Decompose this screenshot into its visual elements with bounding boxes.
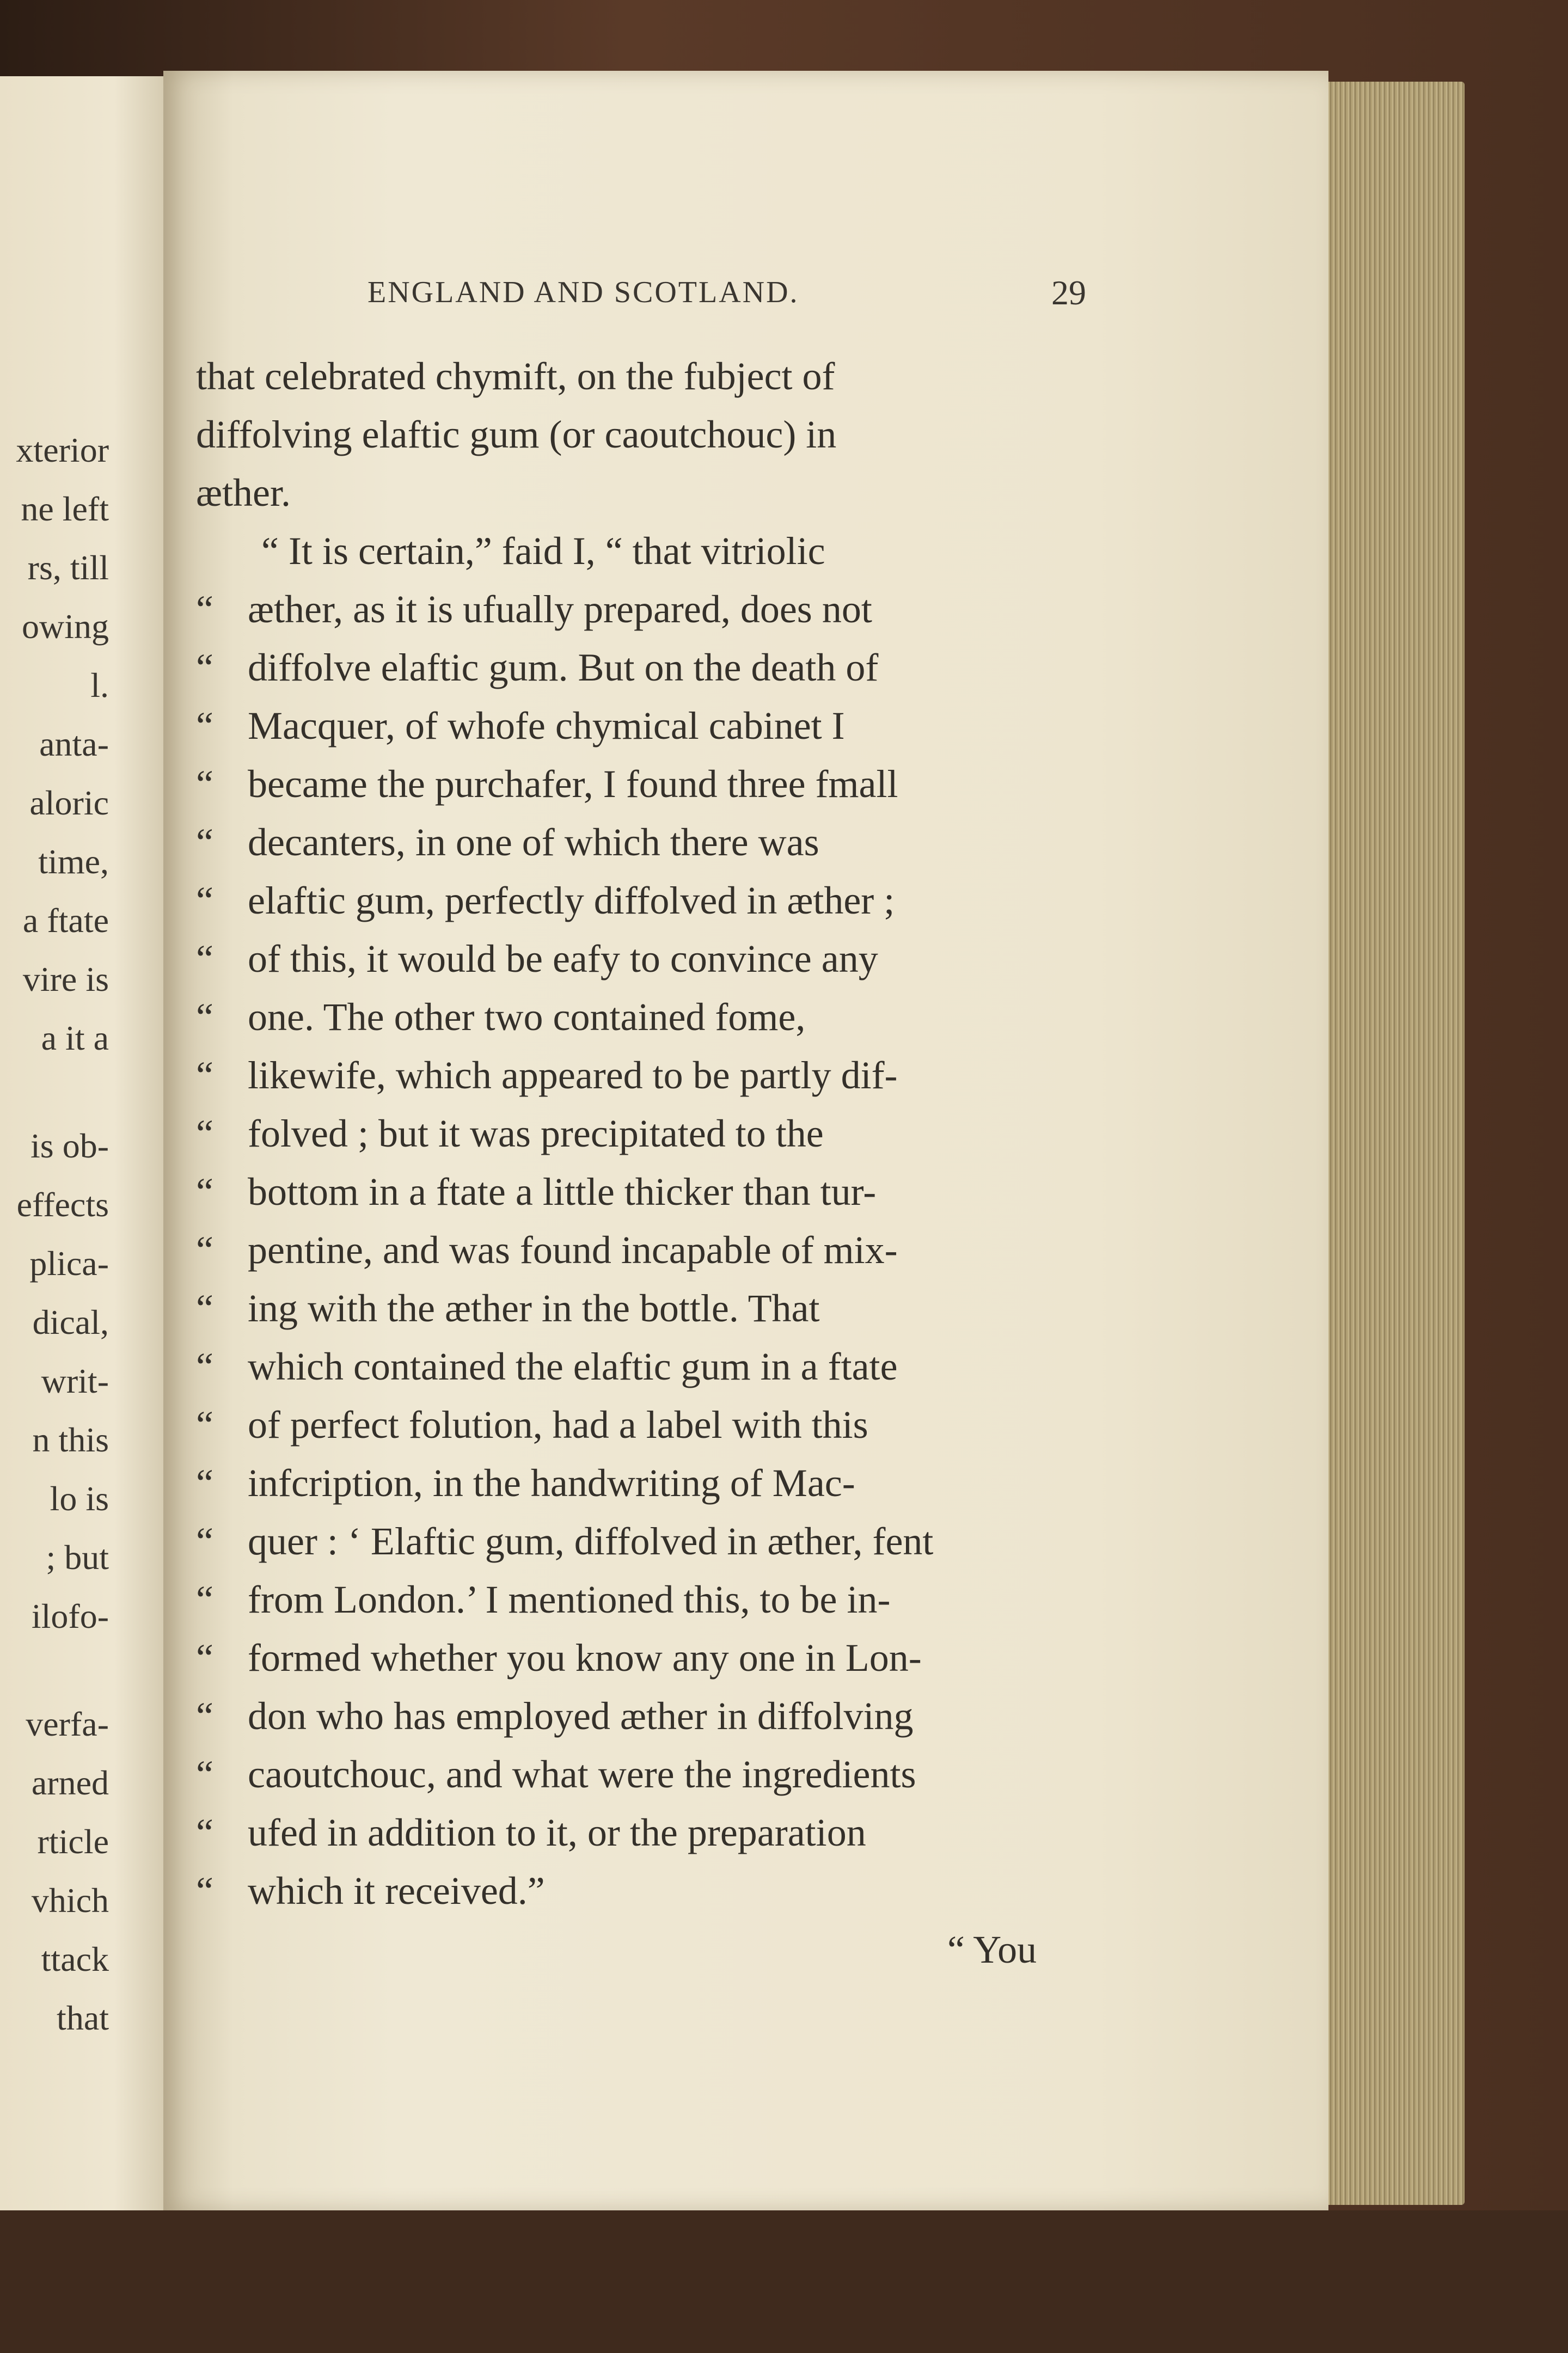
line-text: elaftic gum, perfectly diffolved in æther ; bbox=[248, 879, 895, 922]
line-text: Macquer, of whofe chymical cabinet I bbox=[248, 704, 845, 747]
line-text: caoutchouc, and what were the ingredients bbox=[248, 1753, 916, 1796]
quote-mark: “ bbox=[196, 1286, 213, 1330]
page-number: 29 bbox=[1051, 273, 1086, 312]
left-page-fragment: that bbox=[57, 1999, 109, 2037]
text-line bbox=[196, 1461, 1078, 1515]
cover-bottom-edge bbox=[0, 2210, 1568, 2353]
left-page-fragment: a ftate bbox=[22, 901, 109, 940]
left-page-fragment: aloric bbox=[29, 783, 109, 822]
left-page-fragment: vire is bbox=[22, 960, 109, 998]
text-line bbox=[196, 1344, 1078, 1399]
quote-mark: “ bbox=[196, 820, 213, 864]
line-text: pentine, and was found incapable of mix- bbox=[248, 1228, 898, 1272]
line-text: bottom in a ftate a little thicker than tur- bbox=[248, 1170, 877, 1214]
text-line bbox=[196, 1577, 1078, 1632]
quote-mark: “ bbox=[196, 1112, 213, 1155]
quote-mark: “ bbox=[196, 1053, 213, 1097]
left-page-fragment: vhich bbox=[31, 1881, 109, 1920]
line-text: ing with the æther in the bottle. That bbox=[248, 1286, 820, 1330]
text-line bbox=[196, 529, 1143, 583]
running-head: ENGLAND AND SCOTLAND. bbox=[367, 275, 799, 309]
left-page-fragment: verfa- bbox=[26, 1705, 109, 1743]
line-text: ufed in addition to it, or the preparation bbox=[248, 1811, 866, 1854]
left-page-fragment: dical, bbox=[32, 1303, 109, 1341]
text-line bbox=[196, 1228, 1078, 1282]
line-text: which contained the elaftic gum in a ftate bbox=[248, 1345, 898, 1388]
quote-mark: “ bbox=[196, 995, 213, 1039]
text-line bbox=[196, 1694, 1078, 1748]
left-page-fragment: ilofo- bbox=[31, 1597, 109, 1635]
left-page-fragment: rticle bbox=[37, 1822, 109, 1861]
left-page-fragment: a it a bbox=[41, 1019, 109, 1057]
text-line bbox=[196, 1286, 1078, 1340]
text-line bbox=[196, 470, 1078, 525]
text-line bbox=[196, 1402, 1078, 1457]
page-header bbox=[367, 275, 1086, 324]
line-text: don who has employed æther in diffolving bbox=[248, 1694, 914, 1738]
left-page-fragment: arned bbox=[31, 1763, 109, 1802]
left-page-fragment: anta- bbox=[39, 725, 109, 763]
left-page-fragment: time, bbox=[38, 842, 109, 881]
line-text: diffolving elaftic gum (or caoutchouc) in bbox=[196, 413, 837, 456]
line-text: decanters, in one of which there was bbox=[248, 820, 819, 864]
line-text: which it received.” bbox=[248, 1869, 545, 1913]
quote-mark: “ bbox=[196, 1753, 213, 1796]
text-line bbox=[196, 412, 1078, 467]
left-page bbox=[0, 76, 163, 2210]
left-page-fragment: l. bbox=[90, 666, 109, 704]
quote-mark: “ bbox=[196, 1636, 213, 1680]
text-line bbox=[196, 587, 1078, 641]
text-line bbox=[196, 936, 1078, 991]
line-text: æther, as it is ufually prepared, does not bbox=[248, 587, 872, 631]
text-line bbox=[196, 1752, 1078, 1806]
left-page-fragment: is ob- bbox=[30, 1126, 109, 1165]
text-line bbox=[196, 878, 1078, 933]
quote-mark: “ bbox=[196, 1519, 213, 1563]
quote-mark: “ bbox=[196, 1170, 213, 1214]
text-line bbox=[196, 1810, 1078, 1865]
text-line bbox=[196, 354, 1078, 408]
line-text: became the purchafer, I found three fmall bbox=[248, 762, 898, 806]
page-block-edge bbox=[1318, 82, 1465, 2205]
quote-mark: “ bbox=[196, 762, 213, 806]
left-page-fragment: ne left bbox=[21, 489, 109, 528]
line-text: quer : ‘ Elaftic gum, diffolved in æther, fent bbox=[248, 1519, 934, 1563]
text-line bbox=[196, 645, 1078, 700]
quote-mark: “ bbox=[196, 1228, 213, 1272]
quote-mark: “ bbox=[196, 1345, 213, 1388]
quote-mark: “ bbox=[196, 1578, 213, 1621]
left-page-fragment: n this bbox=[32, 1420, 109, 1459]
line-text: likewife, which appeared to be partly dif- bbox=[248, 1053, 898, 1097]
quote-mark: “ bbox=[196, 879, 213, 922]
text-line bbox=[196, 1519, 1078, 1573]
line-text: diffolve elaftic gum. But on the death of bbox=[248, 646, 879, 689]
quote-mark: “ bbox=[196, 587, 213, 631]
text-line bbox=[196, 820, 1078, 874]
text-line bbox=[196, 1868, 1078, 1923]
quote-mark: “ bbox=[196, 1811, 213, 1854]
line-text: infcription, in the handwriting of Mac- bbox=[248, 1461, 855, 1505]
quote-mark: “ bbox=[196, 704, 213, 747]
line-text: that celebrated chymift, on the fubject of bbox=[196, 354, 835, 398]
line-text: æther. bbox=[196, 471, 291, 514]
text-line bbox=[196, 1053, 1078, 1107]
quote-mark: “ bbox=[196, 937, 213, 981]
line-text: from London.’ I mentioned this, to be in- bbox=[248, 1578, 891, 1621]
line-text: of this, it would be eafy to convince any bbox=[248, 937, 878, 981]
left-page-fragment: owing bbox=[22, 607, 109, 646]
quote-mark: “ bbox=[196, 646, 213, 689]
quote-mark: “ bbox=[196, 1461, 213, 1505]
text-line bbox=[196, 1169, 1078, 1224]
left-page-fragment: effects bbox=[16, 1185, 109, 1224]
text-line bbox=[196, 1635, 1078, 1690]
left-page-fragment: ttack bbox=[41, 1940, 109, 1978]
line-text: one. The other two contained fome, bbox=[248, 995, 806, 1039]
left-page-fragment: rs, till bbox=[27, 548, 109, 587]
left-page-fragment: lo is bbox=[50, 1479, 109, 1518]
quote-mark: “ bbox=[196, 1694, 213, 1738]
line-text: of perfect folution, had a label with this bbox=[248, 1403, 868, 1447]
quote-mark: “ bbox=[196, 1403, 213, 1447]
text-line bbox=[196, 995, 1078, 1049]
left-page-fragment: ; but bbox=[46, 1538, 109, 1577]
left-page-fragment: writ- bbox=[41, 1362, 109, 1400]
line-text: folved ; but it was precipitated to the bbox=[248, 1112, 824, 1155]
line-text: formed whether you know any one in Lon- bbox=[248, 1636, 922, 1680]
text-line bbox=[196, 1111, 1078, 1166]
catchword: “ You bbox=[947, 1928, 1037, 1971]
quote-mark: “ bbox=[196, 1869, 213, 1913]
line-text: “ It is certain,” faid I, “ that vitriolic bbox=[261, 529, 825, 573]
left-page-fragment: xterior bbox=[16, 431, 109, 469]
left-page-fragment: plica- bbox=[29, 1244, 109, 1283]
text-line bbox=[196, 762, 1078, 816]
text-line bbox=[196, 703, 1078, 758]
